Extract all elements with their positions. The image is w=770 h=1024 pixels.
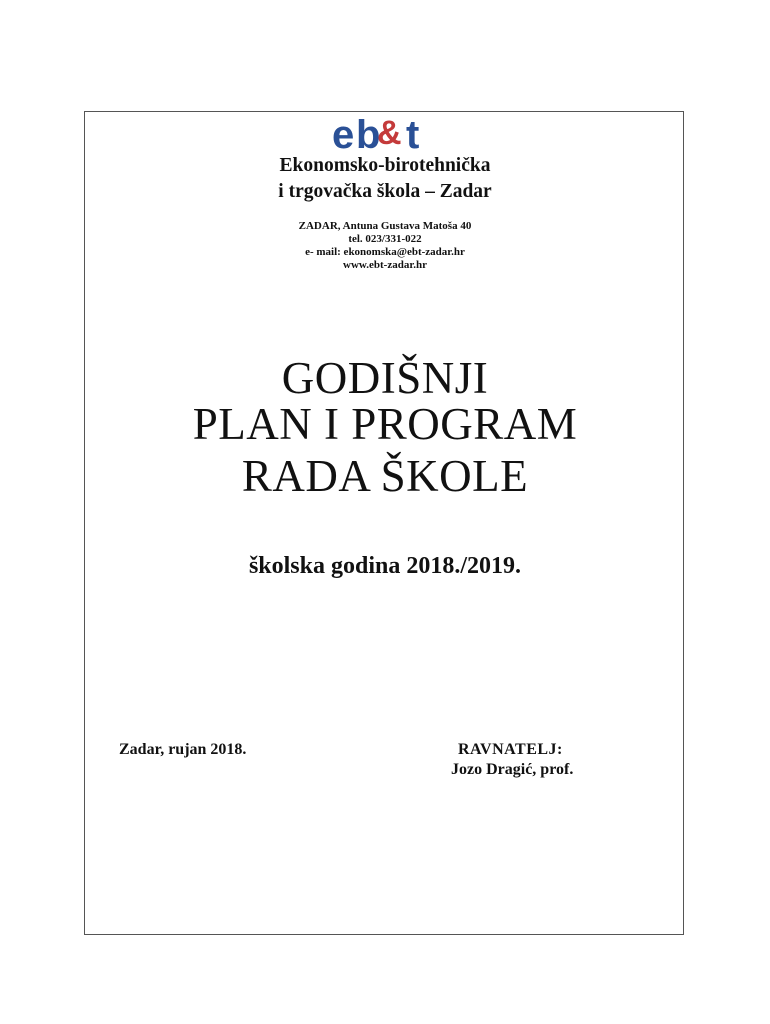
school-name-line1: Ekonomsko-birotehnička [279, 155, 491, 176]
school-email: e- mail: ekonomska@ebt-zadar.hr [305, 246, 465, 258]
principal-name: Jozo Dragić, prof. [451, 761, 574, 778]
document-title-line3: RADA ŠKOLE [241, 451, 529, 501]
place-and-date: Zadar, rujan 2018. [119, 741, 247, 758]
logo-ampersand: & [377, 114, 402, 152]
school-logo [330, 114, 434, 154]
logo-letter-t: t [406, 114, 420, 154]
principal-signature-block [451, 740, 573, 780]
school-address: ZADAR, Antuna Gustava Matoša 40 [298, 220, 472, 232]
school-phone: tel. 023/331-022 [348, 233, 422, 245]
logo-letter-e: e [332, 114, 355, 154]
school-name-line2: i trgovačka škola – Zadar [278, 181, 492, 202]
principal-role: RAVNATELJ: [458, 741, 563, 758]
logo-letter-b: b [356, 114, 381, 154]
school-website: www.ebt-zadar.hr [343, 259, 427, 271]
document-title-line2: PLAN I PROGRAM [192, 399, 578, 449]
document-title-line1: GODIŠNJI [281, 353, 489, 403]
school-year: školska godina 2018./2019. [248, 553, 522, 579]
